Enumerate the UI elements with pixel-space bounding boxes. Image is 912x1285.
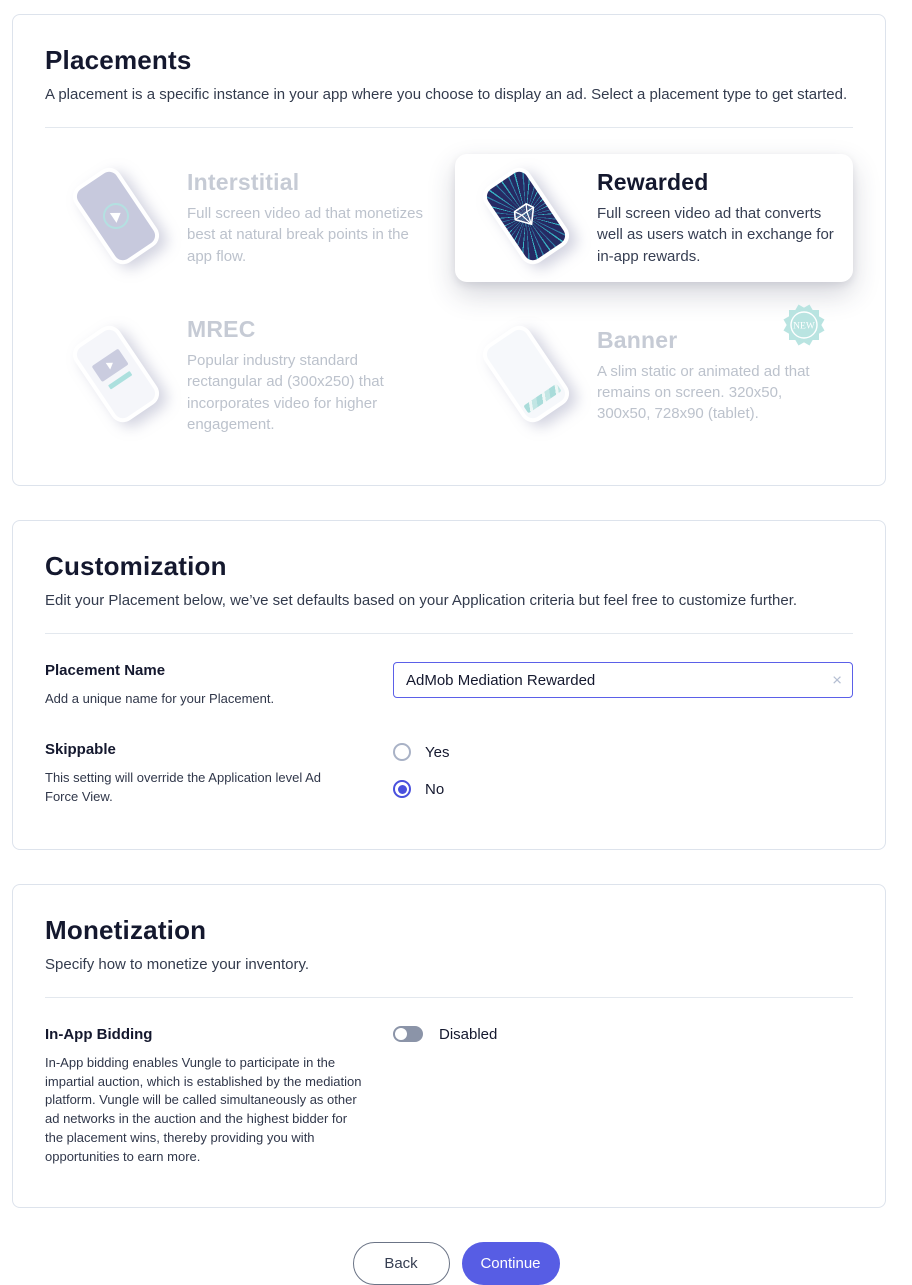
divider [45, 127, 853, 128]
placements-title: Placements [45, 45, 192, 75]
placement-type-rewarded[interactable] [455, 154, 853, 282]
footer [0, 1242, 912, 1285]
skippable-no-label: No [425, 780, 445, 798]
placement-name-help: Add a unique name for your Placement. [45, 691, 275, 707]
skippable-radio-group [393, 743, 853, 798]
svg-text:NEW: NEW [793, 321, 815, 332]
skippable-field-row [45, 741, 853, 823]
placement-name-field-row [45, 662, 853, 709]
divider [45, 633, 853, 634]
customization-title: Customization [45, 551, 227, 582]
skippable-option-yes[interactable] [393, 743, 853, 761]
monetization-subtitle: Specify how to monetize your inventory. [45, 955, 310, 973]
placement-type-banner[interactable] [455, 302, 853, 449]
in-app-bidding-help: In-App bidding enables Vungle to participate in the impartial auction, which is established by the mediation platform. Vungle will be called simultaneously as other ad networks in the auction and the highest bidder for the placement wins, thereby providing you with opportunities to earn more. [45, 1054, 362, 1164]
rewarded-phone-icon [471, 168, 583, 268]
placement-name-label: Placement Name [45, 662, 166, 680]
mrec-title: MREC [187, 316, 256, 342]
placements-card [12, 14, 886, 486]
banner-title: Banner [597, 326, 678, 353]
clear-icon[interactable]: × [832, 670, 842, 690]
skippable-help: This setting will override the Application level Ad Force View. [45, 770, 322, 804]
skippable-yes-label: Yes [425, 743, 450, 761]
new-badge-icon [781, 302, 827, 348]
placement-name-input[interactable] [393, 662, 853, 698]
gem-icon [510, 200, 542, 232]
mrec-description: Popular industry standard rectangular ad (300x250) that incorporates video for higher engagement. [187, 352, 384, 433]
skippable-option-no[interactable] [393, 780, 853, 798]
in-app-bidding-state: Disabled [439, 1025, 498, 1043]
in-app-bidding-toggle[interactable] [393, 1026, 423, 1042]
placement-type-grid [45, 154, 853, 459]
in-app-bidding-label: In-App Bidding [45, 1025, 153, 1043]
in-app-bidding-field-row [45, 1026, 853, 1181]
skippable-label: Skippable [45, 741, 116, 759]
mrec-phone-icon [61, 326, 173, 426]
placement-name-input-wrap [393, 662, 853, 698]
interstitial-description: Full screen video ad that monetizes best at natural break points in the app flow. [187, 205, 423, 265]
customization-subtitle: Edit your Placement below, we’ve set defaults based on your Application criteria but feel free to customize further. [45, 592, 798, 610]
radio-selected-icon [393, 780, 411, 798]
continue-button[interactable]: Continue [462, 1242, 560, 1285]
banner-phone-icon [471, 326, 583, 426]
monetization-card [12, 884, 886, 1208]
interstitial-title: Interstitial [187, 169, 300, 196]
banner-description: A slim static or animated ad that remains on screen. 320x50, 300x50, 728x90 (tablet). [597, 362, 810, 423]
customization-card [12, 520, 886, 850]
placement-type-interstitial[interactable] [45, 154, 443, 282]
back-button[interactable]: Back [353, 1242, 450, 1285]
monetization-title: Monetization [45, 914, 207, 945]
radio-unselected-icon [393, 743, 411, 761]
placement-type-mrec[interactable] [45, 302, 443, 449]
rewarded-title: Rewarded [597, 169, 709, 196]
toggle-knob [395, 1028, 407, 1040]
divider [45, 997, 853, 998]
in-app-bidding-toggle-row [393, 1026, 853, 1043]
rewarded-description: Full screen video ad that converts well as users watch in exchange for in-app rewards. [597, 205, 834, 265]
interstitial-phone-icon [61, 168, 173, 268]
placements-subtitle: A placement is a specific instance in your app where you choose to display an ad. Select a placement type to get started. [45, 86, 848, 103]
